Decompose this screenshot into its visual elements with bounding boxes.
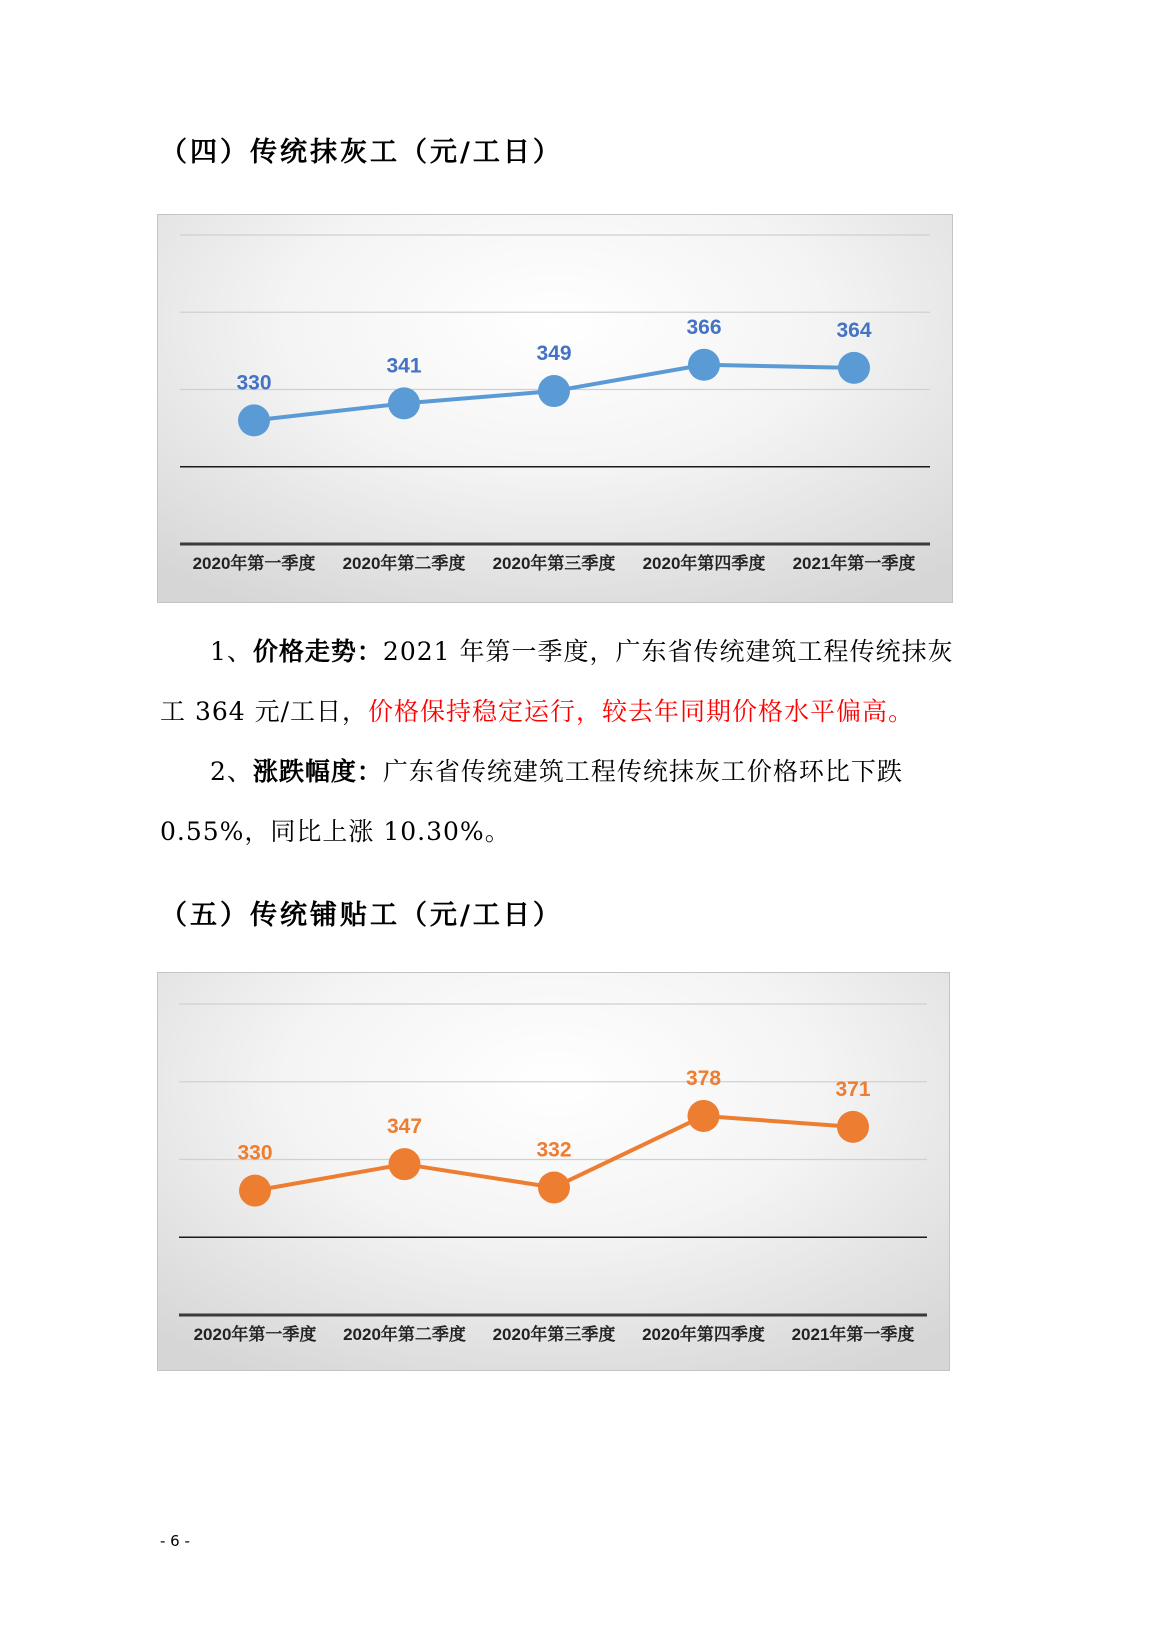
data-point: [688, 1100, 720, 1132]
data-point: [837, 1111, 869, 1143]
data-label: 347: [386, 1115, 423, 1139]
data-point: [538, 375, 570, 407]
tiler-chart-svg: [158, 973, 949, 1370]
tiler-price-chart: [157, 972, 950, 1371]
data-label: 366: [686, 315, 722, 339]
category-label: 2020年第四季度: [642, 1325, 765, 1344]
category-label: 2021年第一季度: [791, 1325, 915, 1344]
price-trend-paragraph-line2: [160, 692, 1000, 728]
plasterer-price-chart: [157, 214, 953, 603]
para2-text-a: 广东省传统建筑工程传统抹灰工价格环比下跌: [382, 757, 903, 786]
data-point: [238, 404, 270, 436]
para1-text-a: 2021 年第一季度，广东省传统建筑工程传统抹灰: [382, 637, 954, 666]
change-range-label: 涨跌幅度：: [252, 757, 383, 786]
data-label: 378: [685, 1066, 722, 1090]
section-4-heading: （四）传统抹灰工（元/工日）: [160, 137, 563, 168]
page-number: - 6 -: [160, 1532, 190, 1550]
data-label: 341: [386, 354, 422, 378]
price-trend-highlight: 价格保持稳定运行，较去年同期价格水平偏高。: [368, 697, 915, 726]
data-label: 349: [536, 342, 572, 366]
data-point: [389, 1148, 421, 1180]
data-point: [388, 387, 420, 419]
para1-prefix: 1、: [210, 637, 253, 666]
change-range-paragraph-line2: [160, 812, 1000, 848]
data-label: 330: [237, 1141, 273, 1165]
category-label: 2020年第四季度: [642, 554, 766, 573]
data-label: 371: [835, 1077, 871, 1101]
para2-prefix: 2、: [210, 757, 253, 786]
data-point: [688, 349, 720, 381]
data-label: 332: [536, 1138, 572, 1162]
change-range-paragraph: [160, 752, 1000, 788]
category-label: 2020年第二季度: [342, 554, 466, 573]
category-label: 2020年第三季度: [492, 1325, 616, 1344]
section-5-heading: （五）传统铺贴工（元/工日）: [160, 900, 563, 931]
category-label: 2020年第一季度: [193, 1325, 317, 1344]
price-trend-label: 价格走势：: [252, 637, 383, 666]
data-point: [239, 1175, 271, 1207]
plasterer-chart-svg: [158, 215, 952, 602]
para1-text-b: 工 364 元/工日，: [160, 697, 369, 726]
data-label: 364: [836, 318, 872, 342]
category-label: 2020年第一季度: [192, 554, 316, 573]
data-point: [538, 1171, 570, 1203]
category-label: 2020年第二季度: [343, 1325, 466, 1344]
data-point: [838, 352, 870, 384]
price-trend-paragraph: [160, 632, 1000, 668]
category-label: 2021年第一季度: [792, 554, 916, 573]
data-label: 330: [236, 371, 272, 395]
category-label: 2020年第三季度: [492, 554, 616, 573]
para2-text-b: 0.55%，同比上涨 10.30%。: [160, 817, 511, 846]
